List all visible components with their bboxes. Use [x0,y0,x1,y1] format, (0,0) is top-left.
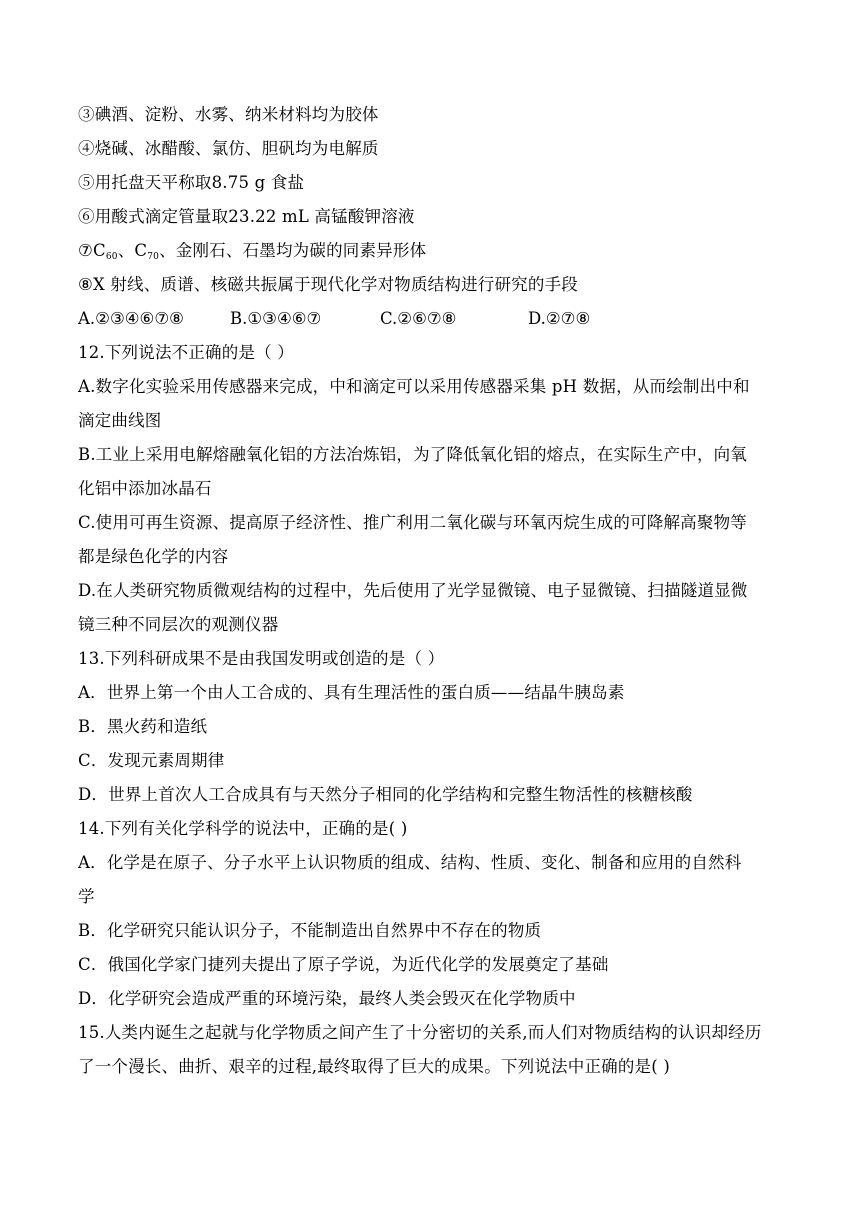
q14-option-d: D．化学研究会造成严重的环境污染，最终人类会毁灭在化学物质中 [78,989,576,1008]
question-15-stem-line1: 15.人类内诞生之起就与化学物质之间产生了十分密切的关系,而人们对物质结构的认识却经历 [78,1023,762,1042]
q13-option-d: D．世界上首次人工合成具有与天然分子相同的化学结构和完整生物活性的核糖核酸 [78,785,693,804]
q13-option-c: C．发现元素周期律 [78,751,225,770]
q13-option-b: B．黑火药和造纸 [78,717,208,736]
statement-3: ③碘酒、淀粉、水雾、纳米材料均为胶体 [78,105,379,124]
statement-7: $⑦C_{60}$、$C_{70}$、金刚石、石墨均为碳的同素异形体 [78,241,427,262]
q12-option-c-line1: C.使用可再生资源、提高原子经济性、推广利用二氧化碳与环氧丙烷生成的可降解高聚物等 [78,513,747,532]
statement-6: ⑥用酸式滴定管量取23.22 mL 高锰酸钾溶液 [78,207,415,226]
question-12-stem: 12.下列说法不正确的是（ ） [78,343,294,362]
option-a: A.②③④⑥⑦⑧ [78,309,184,328]
option-d: D.②⑦⑧ [528,309,591,328]
statement-4: ④烧碱、冰醋酸、氯仿、胆矾均为电解质 [78,139,379,158]
question-13-stem: 13.下列科研成果不是由我国发明或创造的是（ ） [78,649,445,668]
option-b: B.①③④⑥⑦ [230,309,322,328]
q12-option-a-line1: A.数字化实验采用传感器来完成，中和滴定可以采用传感器采集 pH 数据，从而绘制出中和 [78,377,750,396]
q12-option-b-line1: B.工业上采用电解熔融氧化铝的方法冶炼铝，为了降低氧化铝的熔点，在实际生产中，向氧 [78,445,748,464]
statement-5: ⑤用托盘天平称取8.75 g 食盐 [78,173,305,192]
q13-option-a: A．世界上第一个由人工合成的、具有生理活性的蛋白质——结晶牛胰岛素 [78,683,625,702]
q14-option-c: C．俄国化学家门捷列夫提出了原子学说，为近代化学的发展奠定了基础 [78,955,609,974]
q14-option-b: B．化学研究只能认识分子，不能制造出自然界中不存在的物质 [78,921,542,940]
option-c: C.②⑥⑦⑧ [380,309,457,328]
q14-option-a-line2: 学 [78,887,95,906]
answer-options [78,308,778,330]
question-14-stem: 14.下列有关化学科学的说法中，正确的是( ) [78,819,408,838]
q12-option-a-line2: 滴定曲线图 [78,411,162,430]
q12-option-b-line2: 化铝中添加冰晶石 [78,479,212,498]
q12-option-d-line2: 镜三种不同层次的观测仪器 [78,615,279,634]
q14-option-a-line1: A．化学是在原子、分子水平上认识物质的组成、结构、性质、变化、制备和应用的自然科 [78,853,742,872]
question-15-stem-line2: 了一个漫长、曲折、艰辛的过程,最终取得了巨大的成果。下列说法中正确的是( ) [78,1057,670,1076]
q12-option-d-line1: D.在人类研究物质微观结构的过程中，先后使用了光学显微镜、电子显微镜、扫描隧道显微 [78,581,748,600]
statement-8: ⑧X 射线、质谱、核磁共振属于现代化学对物质结构进行研究的手段 [78,275,578,294]
q12-option-c-line2: 都是绿色化学的内容 [78,547,229,566]
